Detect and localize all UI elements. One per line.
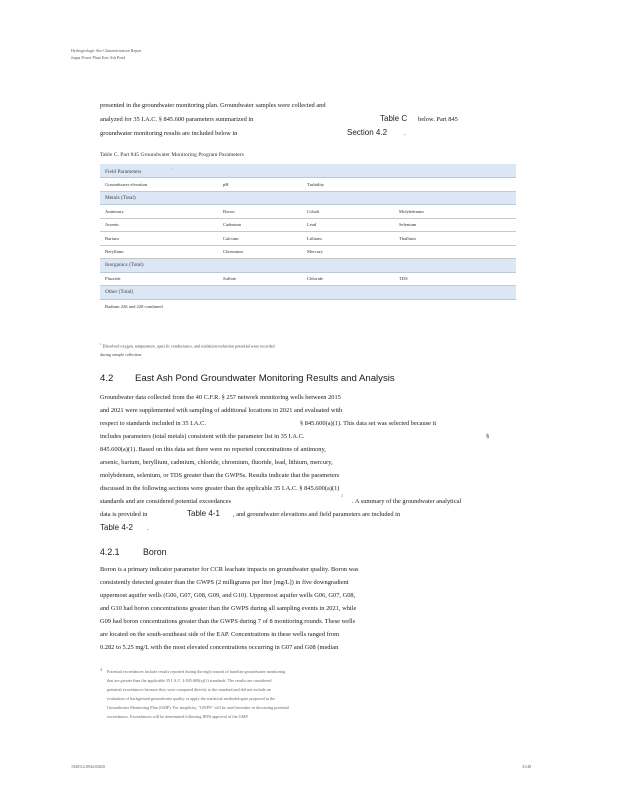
table-cell: Chromium [218,245,302,259]
table-cell: Cobalt [302,205,394,219]
table-row [100,205,516,219]
table-row [100,299,516,313]
s42-line-5: 845.600(a)(1). Based on this data set there were no reported concentrations of antimony, [100,446,326,453]
table-cell: Arsenic [100,218,218,232]
footnote-marker: 1 [100,342,102,346]
table-row [100,232,516,246]
footer-project-number: 1940112.0944.03020 [71,764,105,769]
page-footnote-line-5: Groundwater Monitoring Plan (GMP). For simplicity, "GWPS" will be used hereafter in discussing potential [107,705,289,710]
footer-page-number: 31/48 [522,764,532,769]
report-subtitle: Joppa Power Plant East Ash Pond [71,55,126,60]
s42-line-7: molybdenum, selenium, or TDS greater than the GWPSs. Results indicate that the parameters [100,472,340,479]
section-title: Inorganics (Total) [100,259,516,273]
table-row [100,272,516,286]
table-section-header [100,286,516,300]
table-section-header [100,191,516,205]
intro-line-3: groundwater monitoring results are included below in [100,130,238,137]
table-cell: Mercury [302,245,394,259]
section-4-2-1-title: Boron [143,547,167,557]
table-4-1-reference[interactable]: Table 4-1 [187,509,220,518]
section-4-2-number: 4.2 [100,373,114,384]
table-section-header [100,259,516,273]
boron-line-3: uppermost aquifer wells (G06, G07, G08, G09, and G10). Uppermost aquifer wells G06, G07, G08, [100,592,356,599]
page-footnote-line-6: exceedances. Exceedances will be determined following IEPA approval of the GMP. [107,714,249,719]
superscript: 1 [171,166,174,171]
table-cell: pH [218,178,302,192]
boron-line-6: are located on the south-southeast side of the EAP. Concentrations in these wells ranged from [100,631,340,638]
table-cell: Selenium [394,218,516,232]
boron-line-1: Boron is a primary indicator parameter for CCR leachate impacts on groundwater quality. Boron was [100,566,359,573]
table-row [100,218,516,232]
table-cell: Boron [218,205,302,219]
boron-line-2: consistently detected greater than the GWPS (2 milligrams per liter [mg/L]) in five downgradient [100,579,349,586]
table-4-2-reference[interactable]: Table 4-2 [100,523,133,532]
s42-line-11-tail: . [147,525,149,532]
s42-line-10: data is provided in [100,511,148,518]
table-cell: Calcium [218,232,302,246]
section-4-2-title: East Ash Pond Groundwater Monitoring Results and Analysis [135,373,395,384]
table-row [100,178,516,192]
table-footnote-line-1 [100,340,275,350]
section-title: Other (Total) [100,286,516,300]
table-cell: Chloride [302,272,394,286]
intro-line-2-tail: below. Part 845 [418,116,458,123]
s42-line-2: and 2021 were supplemented with sampling of additional locations in 2021 and evaluated with [100,407,343,414]
section-title: Metals (Total) [100,191,516,205]
table-cell: TDS [394,272,516,286]
table-cell [394,245,516,259]
page-footnote-line-4: evaluation of background groundwater quality or apply the statistical methodologies proposed in the [107,696,276,701]
footnote-text: Dissolved oxygen, temperature, specific conductance, and oxidation-reduction potential were recorded [102,343,275,349]
table-cell: Beryllium [100,245,218,259]
s42-line-6: arsenic, barium, beryllium, cadmium, chloride, chromium, fluoride, lead, lithium, mercury, [100,459,333,466]
boron-line-5: G09 had boron concentrations greater than the GWPS during 7 of 8 monitoring rounds. These wells [100,618,356,625]
page-footnote-marker: 4 [100,667,103,672]
page-footnote-line-1: Potential exceedances include results reported during the eight rounds of baseline groundwater monitoring [107,669,286,674]
intro-line-3-tail: . [404,130,406,137]
s42-line-3: respect to standards included in 35 I.A.C. [100,420,206,427]
table-cell [394,178,516,192]
table-cell: Barium [100,232,218,246]
s42-line-10-tail: , and groundwater elevations and field parameters are included in [233,511,401,518]
s42-line-9-tail: . A summary of the groundwater analytical [352,498,462,505]
table-c-reference[interactable]: Table C [380,114,408,123]
table-cell: Molybdenum [394,205,516,219]
s42-line-4: includes parameters (total metals) consistent with the parameter list in 35 I.A.C. [100,433,305,440]
table-cell: Lithium [302,232,394,246]
page-footnote-line-2: that are greater than the applicable 35 I.A.C. § 845.600(a)(1) standards. The results are considered [107,678,272,683]
boron-line-4: and G10 had boron concentrations greater than the GWPS during all sampling events in 2021, while [100,605,357,612]
boron-line-7: 0.282 to 5.25 mg/L with the most elevated concentrations occurring in G07 and G08 (median [100,644,339,651]
table-cell: Groundwater elevation [100,178,218,192]
parameters-table [100,164,516,313]
intro-line-1: presented in the groundwater monitoring plan. Groundwater samples were collected and [100,102,326,109]
report-title: Hydrogeologic Site Characterization Report [71,48,142,53]
table-footnote-line-2: during sample collection. [100,352,143,357]
table-cell: Fluoride [100,272,218,286]
table-cell: Thallium [394,232,516,246]
table-cell: Radium 226 and 228 combined [105,303,163,309]
page-footnote-line-3: potential exceedances because they were compared directly to the standard and did not include an [107,687,271,692]
s42-line-3-mid: § 845.600(a)(1). This data set was selected because it [300,420,437,427]
table-caption: Table C. Part 845 Groundwater Monitoring Program Parameters [100,152,244,158]
section-4-2-reference[interactable]: Section 4.2 [347,128,388,137]
table-section-header [100,164,516,178]
s42-line-1: Groundwater data collected from the 40 C.F.R. § 257 network monitoring wells between 2015 [100,394,341,401]
footnote-reference[interactable]: 4 [341,494,343,498]
section-4-2-1-number: 4.2.1 [100,547,120,557]
section-title: Field Parameters [105,168,142,175]
table-cell: Lead [302,218,394,232]
table-cell: Turbidity [302,178,394,192]
section-symbol: § [486,433,490,440]
intro-line-2: analyzed for 35 I.A.C. § 845.600 parameters summarized in [100,116,254,123]
s42-line-8: discussed in the following sections were greater than the applicable 35 I.A.C. § 845.600(a)(1) [100,485,340,492]
s42-line-9: standards and are considered potential exceedances [100,498,232,505]
table-cell: Sulfate [218,272,302,286]
table-row [100,245,516,259]
table-cell: Antimony [100,205,218,219]
table-cell: Cadmium [218,218,302,232]
